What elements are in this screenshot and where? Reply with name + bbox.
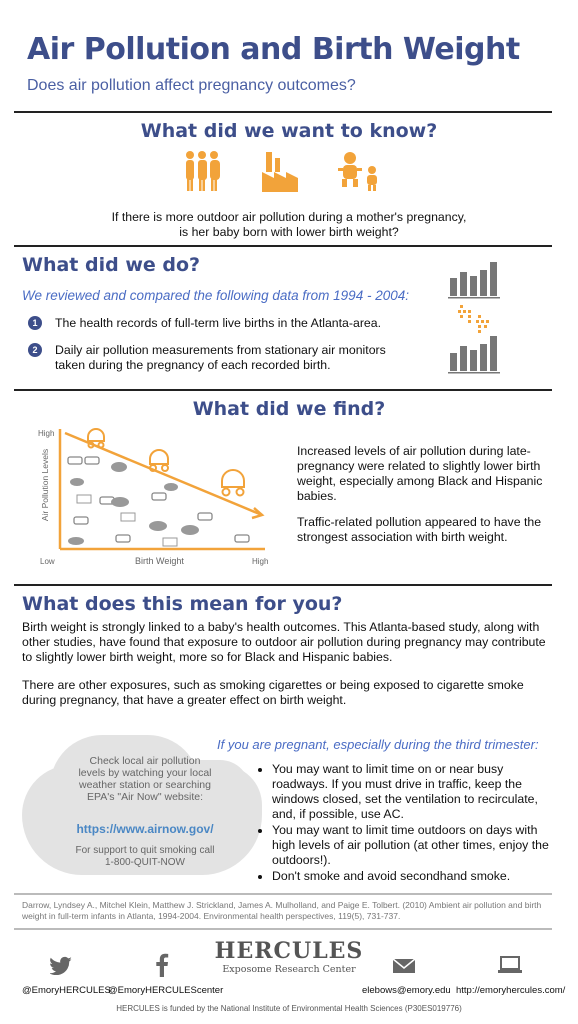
find-result-2: Traffic-related pollution appeared to have the strongest association with birth weight. [297,515,542,544]
data-icons [448,258,504,376]
do-item-2: Daily air pollution measurements from stationary air monitors taken during the pregnancy of each recorded birth. [55,343,386,372]
divider [14,389,552,391]
do-intro: We reviewed and compared the following data from 1994 - 2004: [22,288,409,303]
email-link[interactable]: elebows@emory.edu [362,985,451,996]
bar-chart-icon [448,262,500,299]
mean-p2: There are other exposures, such as smoking cigarettes or being exposed to cigarette smoke during pregnancy, that have a greater effect on birth weight. [22,678,524,707]
facebook-icon[interactable] [155,953,169,977]
mean-heading: What does this mean for you? [22,593,343,615]
hercules-logo: HERCULES [214,938,364,964]
find-result-1: Increased levels of air pollution during late-pregnancy were related to slightly lower birth weight, especially among Black and Hispanic babies. [297,444,543,503]
want-heading: What did we want to know? [140,120,438,142]
want-question: If there is more outdoor air pollution during a mother's pregnancy, is her baby born with lower birth weight? [111,210,467,239]
list-item: • You may want to limit time on or near busy roadways. If you must drive in traffic, keep the windows closed, set the ventilation to recirculate, and, if possible, use AC. [272,762,558,822]
item-number: 2 [28,343,42,357]
twitter-handle[interactable]: @EmoryHERCULES [22,985,111,996]
list-item: • You may want to limit time outdoors on days with high levels of air pollution (at other times, enjoy the outdoors!). [272,823,558,868]
list-item: • Don't smoke and avoid secondhand smoke. [272,869,558,884]
cloud-text: Check local air pollution levels by watching your local weather station or searching EPA's "Air Now" website: [78,755,212,803]
pregnant-women-icon [186,151,220,191]
airnow-link[interactable]: https://www.airnow.gov/ [76,822,214,836]
x-low-label: Low [40,557,55,566]
advice-list [258,762,558,885]
pregnant-heading: If you are pregnant, especially during the third trimester: [217,737,539,752]
find-heading: What did we find? [192,398,386,420]
arrows-icon [458,305,489,333]
want-icons [178,148,408,198]
page-subtitle: Does air pollution affect pregnancy outcomes? [27,77,356,94]
divider [14,928,552,930]
divider [14,245,552,247]
page-title: Air Pollution and Birth Weight [27,32,520,67]
find-illustration [30,425,280,570]
divider [14,111,552,113]
y-axis-label: Air Pollution Levels [40,448,50,522]
mean-p1: Birth weight is strongly linked to a baby's health outcomes. This Atlanta-based study, along with other studies, have found that exposure to outdoor air pollution during pregnancy may contribute to slightly lower birth weight, more so for Black and Hispanic babies. [22,620,546,664]
babies-icon [338,152,377,191]
bar-chart-icon [448,336,500,374]
divider [14,584,552,586]
twitter-icon[interactable] [50,955,74,975]
website-link[interactable]: http://emoryhercules.com/ [456,985,566,996]
divider [14,893,552,895]
citation: Darrow, Lyndsey A., Mitchel Klein, Matthew J. Strickland, James A. Mulholland, and Paige E. Tolbert. (2010) Ambient air pollution and birth weight in full-term infants in Atlanta, 1994-2004. Environmental health perspectives, 119(5), 731-737. [22,900,542,921]
mail-icon[interactable] [392,957,416,975]
funding-note: HERCULES is funded by the National Institute of Environmental Health Sciences (P30ES019776) [116,1004,462,1013]
hercules-logo-sub: Exposome Research Center [222,964,356,975]
do-item-1: The health records of full-term live births in the Atlanta-area. [55,316,382,330]
item-number: 1 [28,316,42,330]
laptop-icon[interactable] [497,955,523,975]
y-high-label: High [38,429,55,438]
quit-text: For support to quit smoking call 1-800-QUIT-NOW [75,845,215,868]
x-high-label: High [252,557,269,566]
factory-icon [262,152,298,192]
x-axis-label: Birth Weight [135,556,184,566]
do-heading: What did we do? [22,254,201,276]
facebook-handle[interactable]: @EmoryHERCULEScenter [108,985,224,996]
